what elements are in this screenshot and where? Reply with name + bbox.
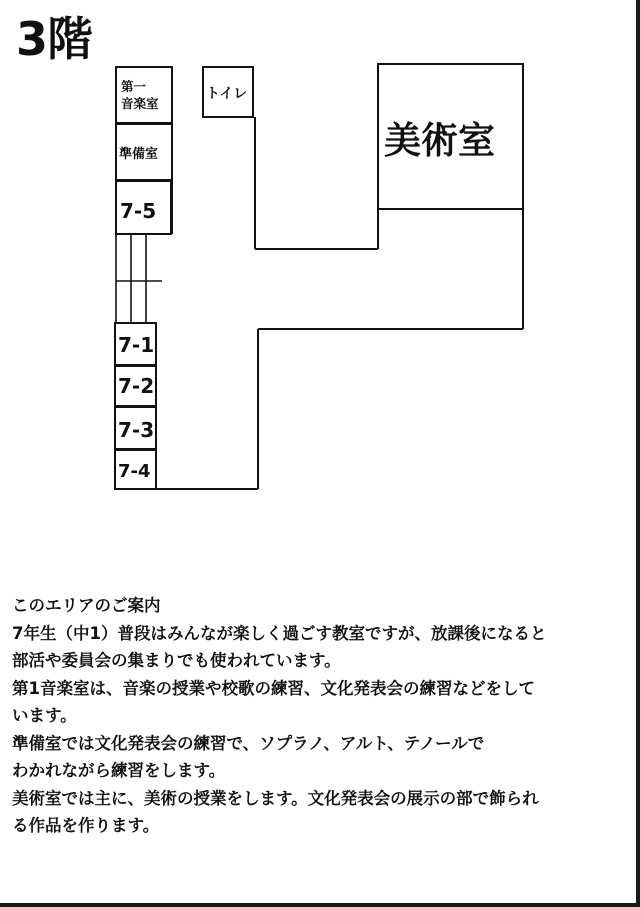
room-7-1-label: 7-1: [118, 333, 155, 357]
guide-paragraph-music1: 第1音楽室は、音楽の授業や校歌の練習、文化発表会の練習などをして います。: [12, 678, 535, 725]
frame-edge-right: [636, 0, 640, 907]
room-7-4-label: 7-4: [118, 461, 151, 482]
room-7-5-label: 7-5: [120, 199, 157, 223]
guide-heading: このエリアのご案内: [12, 596, 161, 615]
room-music1-label-line1: 第一: [121, 79, 147, 94]
frame-edge-bottom: [0, 903, 640, 907]
stairs: [116, 234, 162, 322]
area-guide: [12, 592, 630, 840]
room-7-3-label: 7-3: [118, 418, 155, 442]
room-prep-label: 準備室: [119, 147, 159, 162]
room-music1-label-line2: 音楽室: [121, 96, 159, 111]
guide-paragraph-art: 美術室では主に、美術の授業をします。文化発表会の展示の部で飾られ る作品を作ります。: [12, 788, 539, 835]
room-toilet-label: トイレ: [206, 86, 248, 102]
guide-paragraph-prep: 準備室では文化発表会の練習で、ソプラノ、アルト、テノールで わかれながら練習をします。: [12, 733, 485, 780]
floor-title: 3階: [16, 12, 93, 66]
room-art-label: 美術室: [384, 119, 495, 162]
guide-paragraph-classrooms: 7年生（中1）普段はみんなが楽しく過ごす教室ですが、放課後になると 部活や委員会の集まりでも使われています。: [12, 623, 547, 670]
room-music1[interactable]: [116, 67, 172, 123]
room-7-2-label: 7-2: [118, 374, 155, 398]
